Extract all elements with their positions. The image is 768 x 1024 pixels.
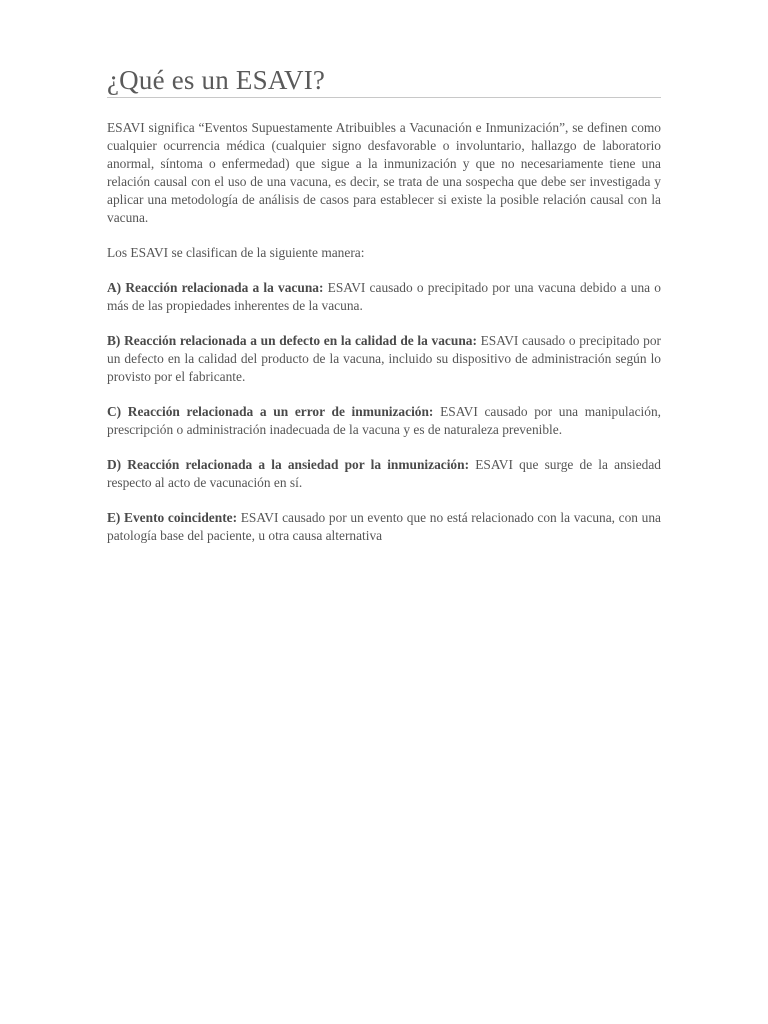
classification-item-c [107, 403, 661, 439]
item-label: A) Reacción relacionada a la vacuna: [107, 280, 324, 295]
item-text: ESAVI causado o precipitado por un defecto en la calidad del producto de la vacuna, incluido su dispositivo de administración según lo provisto por el fabricante. [107, 333, 662, 384]
item-text: ESAVI que surge de la ansiedad respecto al acto de vacunación en sí. [107, 457, 661, 490]
item-label: E) Evento coincidente: [107, 510, 238, 525]
item-text: ESAVI causado por un evento que no está relacionado con la vacuna, con una patología base del paciente, u otra causa alternativa [107, 510, 661, 543]
item-text: ESAVI causado o precipitado por una vacuna debido a una o más de las propiedades inherentes de la vacuna. [107, 280, 661, 313]
classification-item-d [107, 456, 661, 492]
item-label: D) Reacción relacionada a la ansiedad por la inmunización: [107, 457, 470, 472]
page-title: ¿Qué es un ESAVI? [107, 64, 661, 98]
item-label: B) Reacción relacionada a un defecto en la calidad de la vacuna: [107, 333, 477, 348]
document-page [107, 64, 661, 545]
intro-paragraph: ESAVI significa “Eventos Supuestamente Atribuibles a Vacunación e Inmunización”, se definen como cualquier ocurrencia médica (cualquier signo desfavorable o involuntario, hallazgo de laboratorio anormal, síntoma o enfermedad) que sigue a la inmunización y que no necesariamente tiene una relación causal con el uso de una vacuna, es decir, se trata de una sospecha que debe ser investigada y aplicar una metodología de análisis de casos para establecer si existe la posible relación causal con la vacuna. [107, 120, 661, 225]
classification-item-b [107, 332, 661, 386]
item-label: C) Reacción relacionada a un error de inmunización: [107, 404, 434, 419]
classification-intro: Los ESAVI se clasifican de la siguiente manera: [107, 245, 365, 260]
item-text: ESAVI causado por una manipulación, prescripción o administración inadecuada de la vacuna y es de naturaleza prevenible. [107, 404, 662, 437]
classification-item-e [107, 509, 661, 545]
classification-item-a [107, 279, 661, 315]
